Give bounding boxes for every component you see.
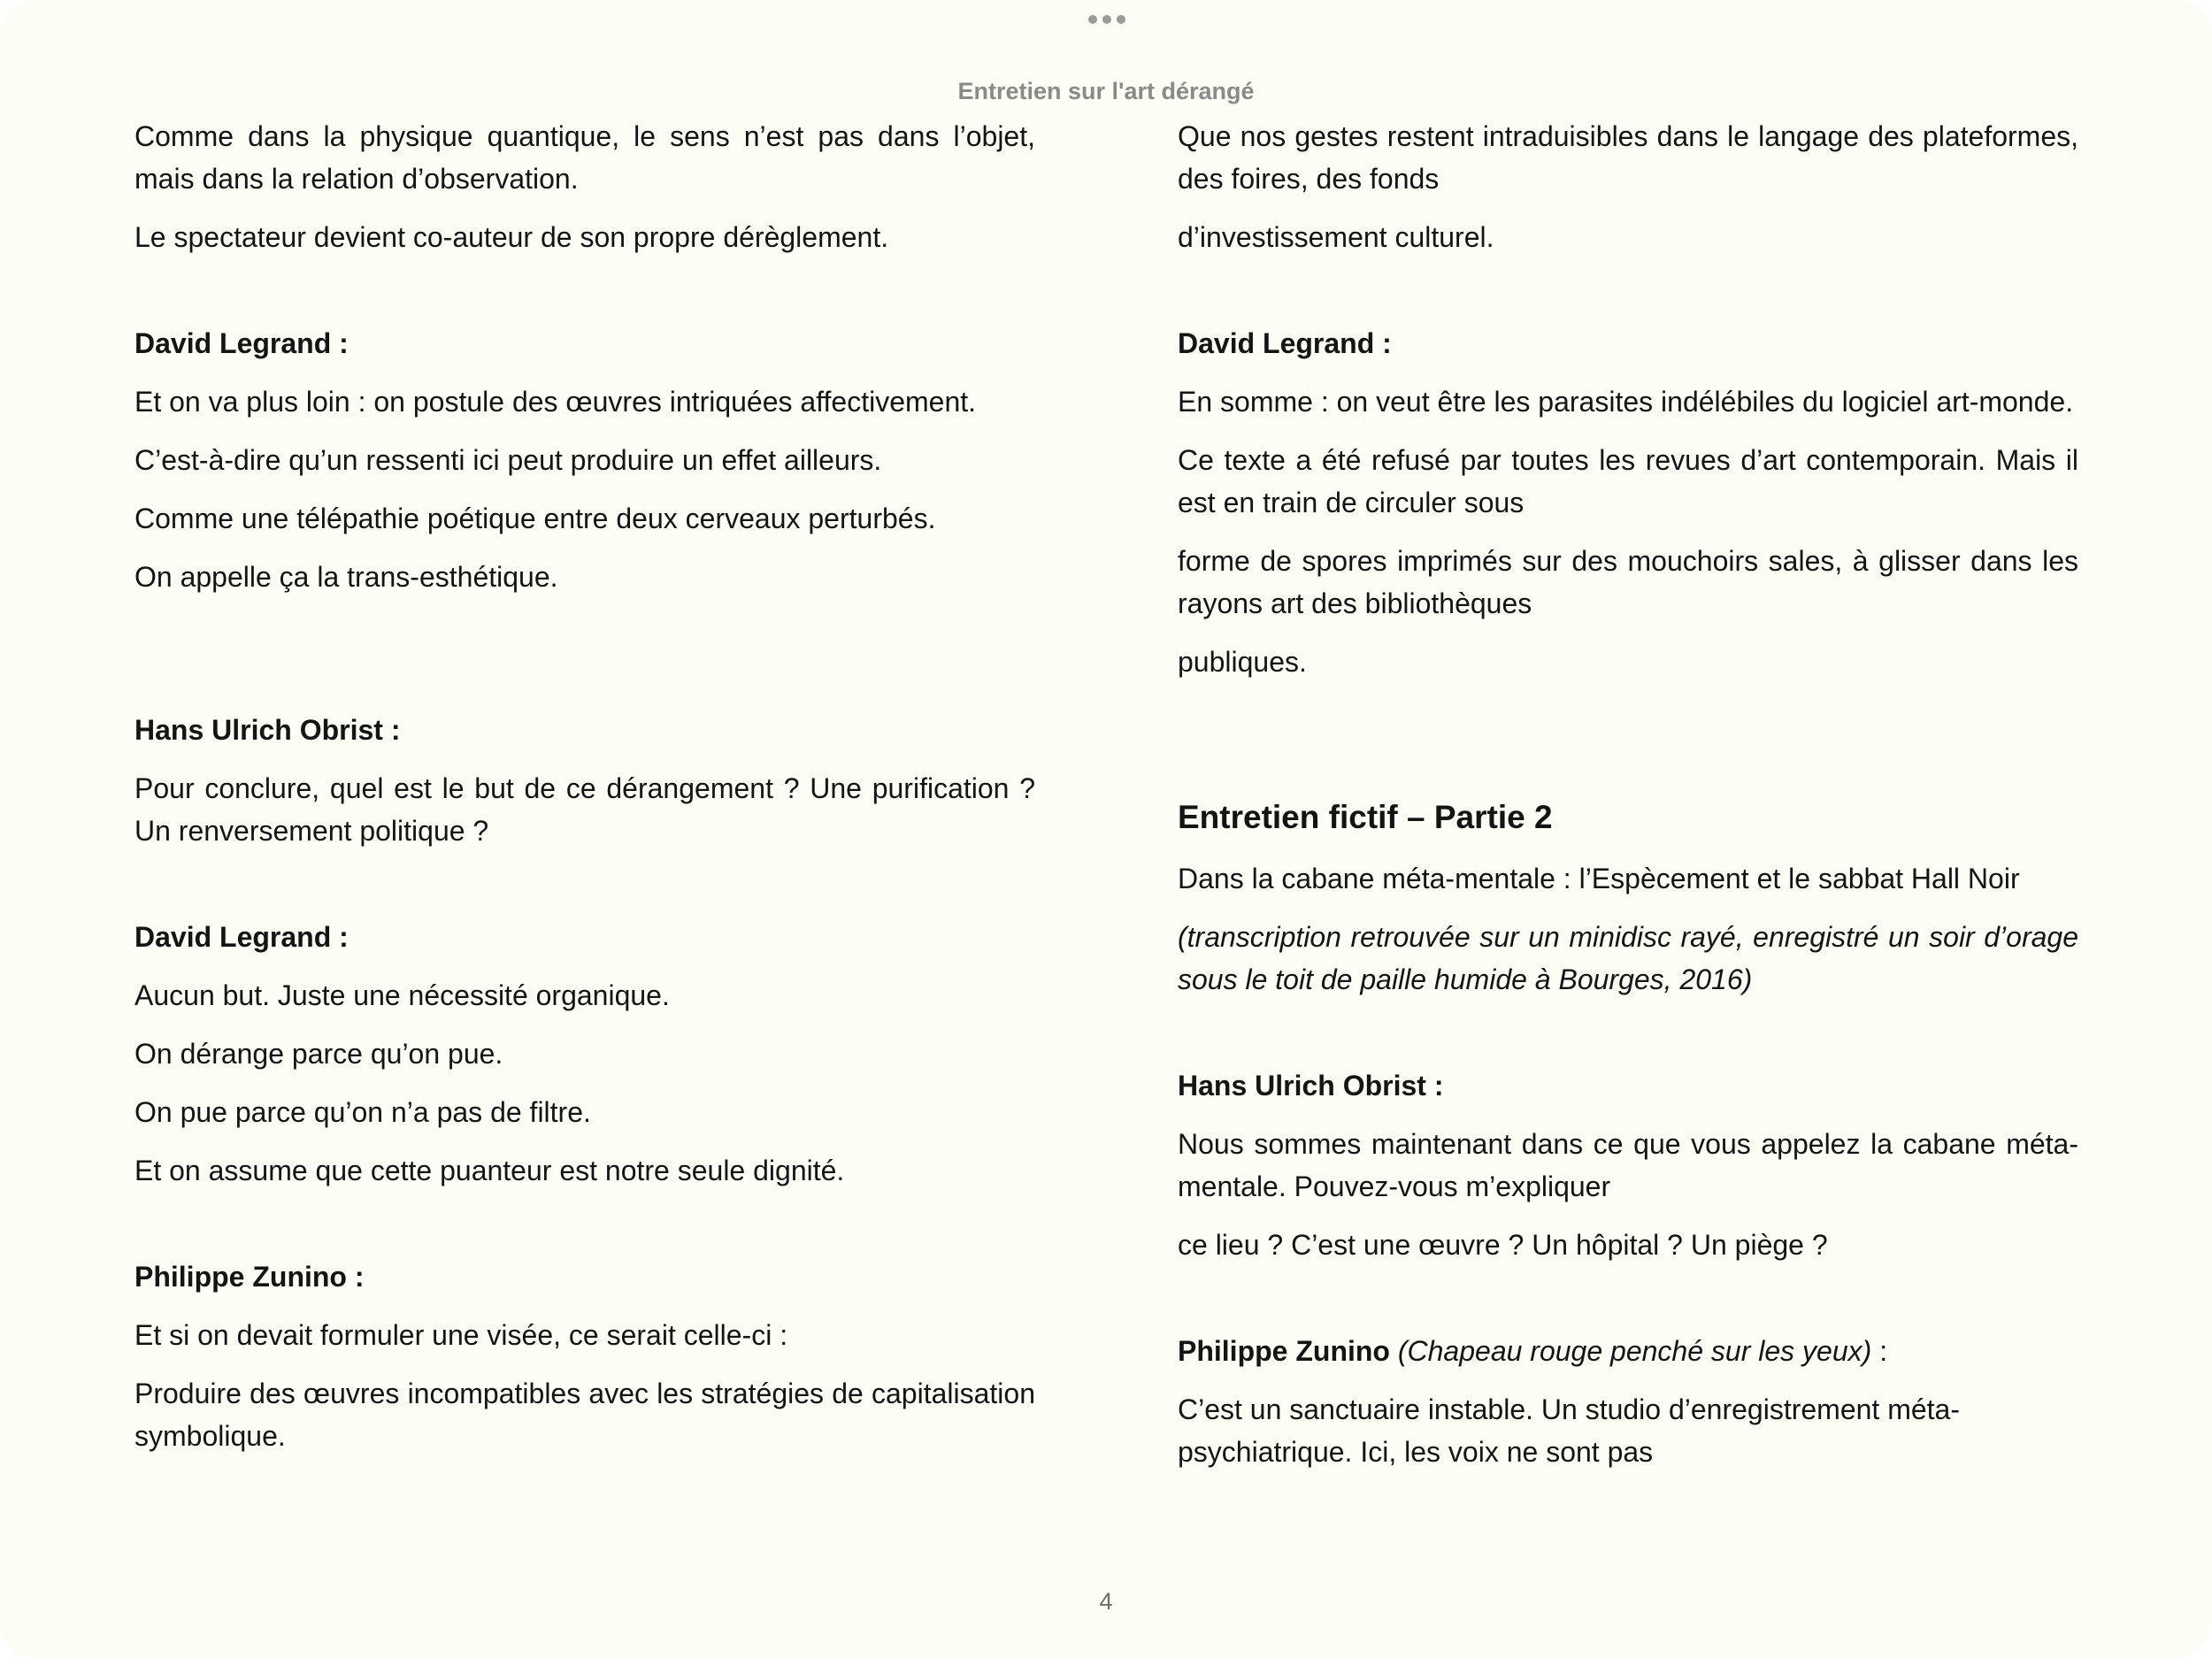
left-column [134,115,1035,1473]
speaker-line [1178,1330,2078,1372]
speaker-name: David Legrand : [134,327,349,359]
speaker-name: Philippe Zunino [1178,1335,1390,1367]
paragraph: Nous sommes maintenant dans ce que vous appelez la cabane méta-mentale. Pouvez-vous m’expliquer [1178,1128,2078,1202]
paragraph: Et on va plus loin : on postule des œuvres intriquées affectivement. [134,386,977,418]
speaker-name: David Legrand : [134,921,349,953]
dot [1102,15,1111,24]
speaker-name: David Legrand : [1178,327,1392,359]
transcription-note: (transcription retrouvée sur un minidisc rayé, enregistré un soir d’orage sous le toit de paille humide à Bourges, 2016) [1178,921,2078,995]
paragraph: Comme une télépathie poétique entre deux cerveaux perturbés. [134,503,936,534]
paragraph: ce lieu ? C’est une œuvre ? Un hôpital ? Un piège ? [1178,1229,1828,1261]
page-number: 4 [1099,1588,1113,1615]
paragraph: Produire des œuvres incompatibles avec les stratégies de capitalisation symbolique. [134,1378,1035,1452]
section-heading: Entretien fictif – Partie 2 [1178,799,1553,835]
speaker-colon: : [1871,1335,1888,1367]
paragraph: publiques. [1178,646,1307,678]
dot [1088,15,1097,24]
paragraph: On dérange parce qu’on pue. [134,1038,503,1070]
running-title: Entretien sur l'art dérangé [957,78,1255,104]
paragraph: On pue parce qu’on n’a pas de filtre. [134,1096,591,1128]
stage-direction: (Chapeau rouge penché sur les yeux) [1397,1335,1872,1367]
paragraph: Pour conclure, quel est le but de ce dérangement ? Une purification ? Un renversement politique ? [134,772,1035,847]
paragraph: Et on assume que cette puanteur est notre seule dignité. [134,1155,845,1186]
paragraph: Le spectateur devient co-auteur de son propre dérèglement. [134,221,889,253]
paragraph: Aucun but. Juste une nécessité organique. [134,979,670,1011]
speaker-name: Hans Ulrich Obrist : [134,714,401,746]
right-column [1178,115,2078,1489]
paragraph: Comme dans la physique quantique, le sens n’est pas dans l’objet, mais dans la relation d’observation. [134,120,1035,195]
more-dots-icon[interactable] [1088,13,1125,26]
paragraph: Ce texte a été refusé par toutes les revues d’art contemporain. Mais il est en train de circuler sous [1178,444,2078,518]
paragraph: Et si on devait formuler une visée, ce serait celle-ci : [134,1319,788,1351]
dot [1117,15,1125,24]
paragraph: C’est-à-dire qu’un ressenti ici peut produire un effet ailleurs. [134,444,882,476]
paragraph: En somme : on veut être les parasites indélébiles du logiciel art-monde. [1178,386,2074,418]
speaker-name: Hans Ulrich Obrist : [1178,1070,1444,1101]
section-subtitle: Dans la cabane méta-mentale : l’Espècement et le sabbat Hall Noir [1178,863,2020,894]
paragraph: On appelle ça la trans-esthétique. [134,561,558,593]
paragraph: C’est un sanctuaire instable. Un studio d’enregistrement méta-psychiatrique. Ici, les voix ne sont pas [1178,1393,1960,1468]
speaker-name: Philippe Zunino : [134,1261,365,1293]
paragraph: Que nos gestes restent intraduisibles dans le langage des plateformes, des foires, des fonds [1178,120,2078,195]
paragraph: d’investissement culturel. [1178,221,1494,253]
paragraph: forme de spores imprimés sur des mouchoirs sales, à glisser dans les rayons art des bibliothèques [1178,545,2078,619]
